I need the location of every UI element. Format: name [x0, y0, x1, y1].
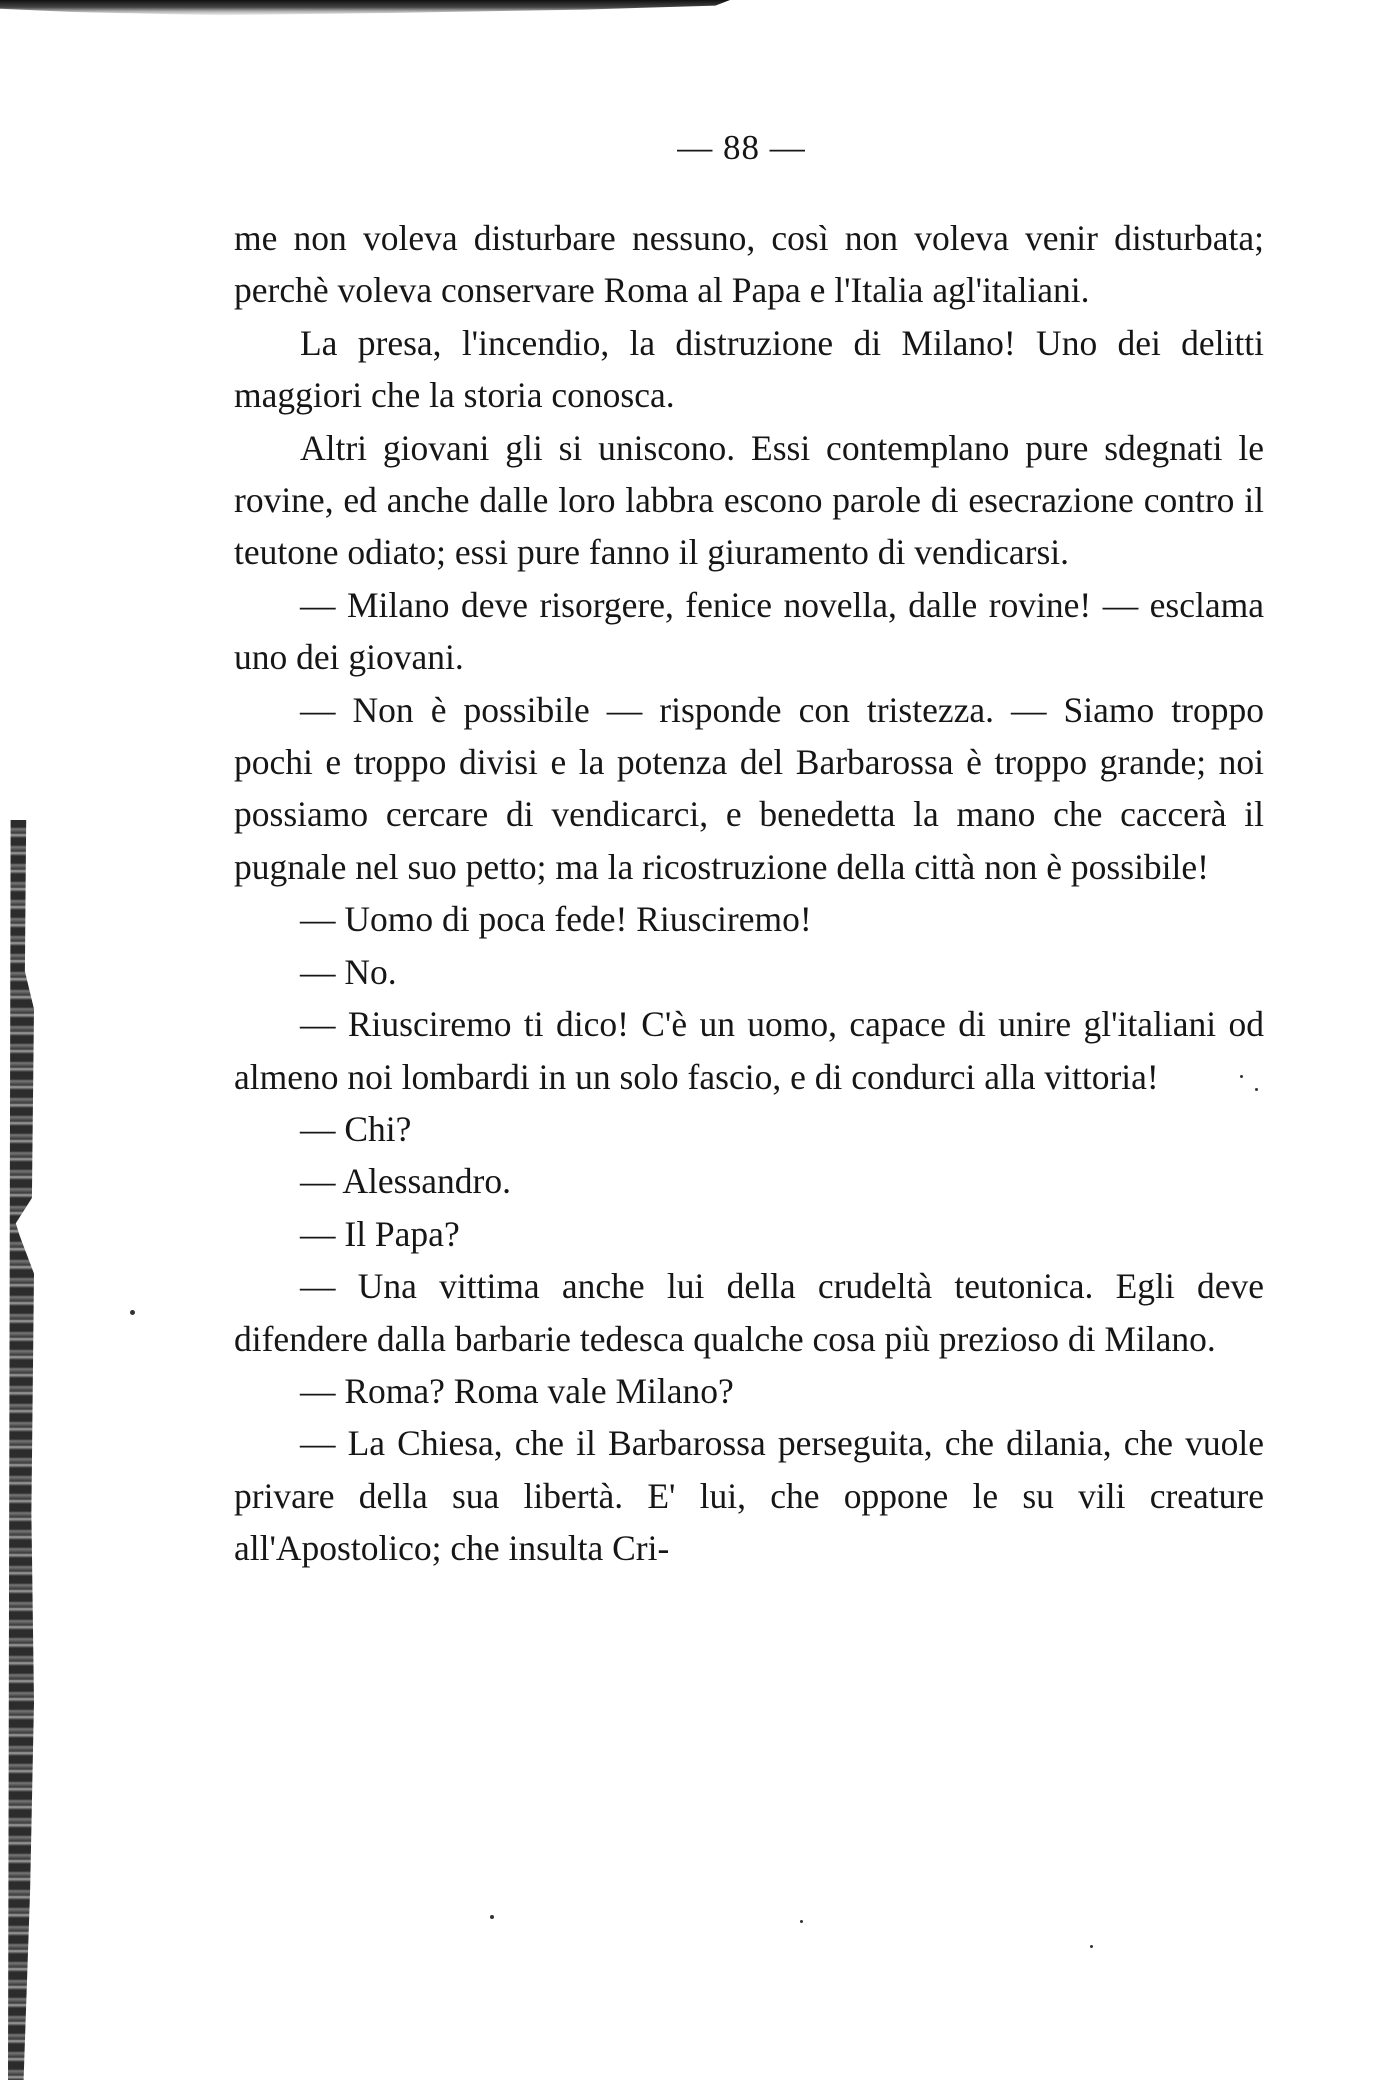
scan-speck	[1255, 1088, 1258, 1091]
scan-speck	[130, 1310, 135, 1315]
scan-speck	[1090, 1945, 1093, 1948]
scan-edge-left	[8, 820, 34, 2080]
scan-speck	[1240, 1075, 1243, 1078]
paragraph-10: — Alessandro.	[300, 1161, 512, 1202]
paragraph-12: — Una vittima anche lui della crudeltà teutonica. Egli deve difendere dalla barbarie tedesca qualche cosa più prezioso di Milano.	[234, 1266, 1264, 1359]
paragraph-14: — La Chiesa, che il Barbarossa perseguita, che dilania, che vuole privare della sua libertà. E' lui, che oppone le su vili creature all'Apostolico; che insulta Cri-	[234, 1423, 1264, 1569]
scan-speck	[490, 1915, 494, 1919]
paragraph-5: — Non è possibile — risponde con tristezza. — Siamo troppo pochi e troppo divisi e la potenza del Barbarossa è troppo grande; noi possiamo cercare di vendicarci, e benedetta la mano che caccerà il pugnale nel suo petto; ma la ricostruzione della città non è possibile!	[234, 689, 1264, 887]
paragraph-11: — Il Papa?	[300, 1213, 460, 1254]
page-number: — 88 —	[677, 128, 806, 167]
paragraph-6: — Uomo di poca fede! Riusciremo!	[300, 899, 812, 940]
paragraph-9: — Chi?	[300, 1108, 412, 1149]
text-body	[234, 212, 1264, 1575]
paragraph-13: — Roma? Roma vale Milano?	[300, 1370, 734, 1411]
paragraph-7: — No.	[300, 951, 397, 992]
scan-edge-top	[0, 0, 730, 16]
paragraph-3: Altri giovani gli si uniscono. Essi contemplano pure sdegnati le rovine, ed anche dalle loro labbra escono parole di esecrazione contro il teutone odiato; essi pure fanno il giuramento di vendicarsi.	[234, 427, 1264, 573]
paragraph-1: me non voleva disturbare nessuno, così non voleva venir disturbata; perchè voleva conservare Roma al Papa e l'Italia agl'italiani.	[234, 218, 1264, 311]
paragraph-2: La presa, l'incendio, la distruzione di Milano! Uno dei delitti maggiori che la storia conosca.	[234, 322, 1264, 416]
scan-speck	[800, 1920, 803, 1923]
paragraph-8: — Riusciremo ti dico! C'è un uomo, capace di unire gl'italiani od almeno noi lombardi in un solo fascio, e di condurci alla vittoria!	[234, 1004, 1264, 1097]
paragraph-4: — Milano deve risorgere, fenice novella, dalle rovine! — esclama uno dei giovani.	[234, 584, 1264, 678]
